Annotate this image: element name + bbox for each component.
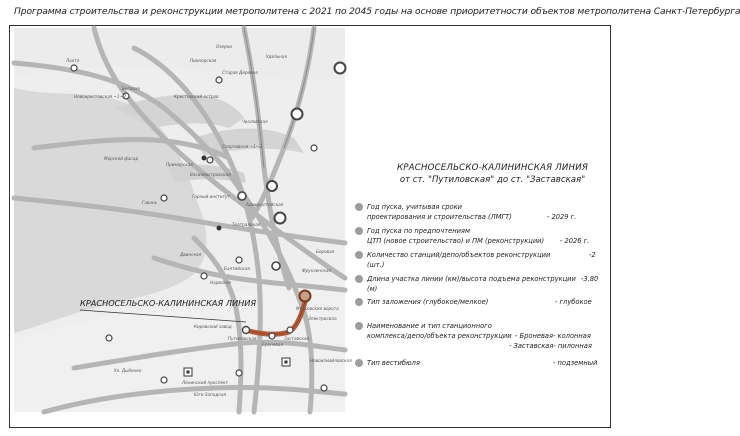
line-callout-label: КРАСНОСЕЛЬСКО-КАЛИНИНСКАЯ ЛИНИЯ	[80, 298, 257, 308]
svg-text:Приморская: Приморская	[166, 162, 193, 167]
bullet-icon	[355, 275, 363, 283]
station-hub[interactable]	[292, 109, 303, 120]
line-name: КРАСНОСЕЛЬСКО-КАЛИНИНСКАЯ ЛИНИЯ	[396, 163, 588, 173]
svg-text:Нарвская: Нарвская	[210, 280, 231, 285]
svg-text:Адмиралтейская: Адмиралтейская	[246, 202, 284, 207]
svg-text:Озерки: Озерки	[216, 44, 233, 49]
svg-text:Новоизмайловская: Новоизмайловская	[310, 358, 352, 363]
svg-text:Театральная: Театральная	[232, 222, 261, 227]
svg-text:Двинская: Двинская	[180, 252, 202, 257]
svg-text:Василеостровская: Василеостровская	[190, 172, 231, 177]
bullet-icon	[355, 227, 363, 235]
svg-text:Заставская: Заставская	[284, 336, 309, 341]
svg-text:Электросила: Электросила	[308, 316, 337, 321]
info-value: - Броневая- колонная	[515, 332, 591, 340]
bullet-icon	[355, 322, 363, 330]
svg-text:Новокрестовская ~1~2: Новокрестовская ~1~2	[74, 94, 126, 99]
station-hub[interactable]	[267, 181, 277, 191]
svg-text:Морской фасад: Морской фасад	[104, 156, 139, 161]
svg-text:Броневая: Броневая	[262, 342, 283, 347]
line-heading	[380, 162, 605, 186]
svg-text:Пионерская: Пионерская	[190, 58, 217, 63]
north-land	[14, 28, 345, 79]
svg-text:Беговая: Беговая	[122, 86, 140, 91]
svg-text:Удельная: Удельная	[266, 54, 287, 59]
bullet-icon	[355, 251, 363, 259]
info-value: - глубокое	[555, 298, 592, 306]
info-value-2: - Заставская- пилонная	[509, 342, 592, 350]
info-panel: КРАСНОСЕЛЬСКО-КАЛИНИНСКАЯ ЛИНИЯ от ст. "Путиловская" до ст. "Заставская" Год пуска, учитывая сроки проектирования и строительства (ЛМГТ) - 2029 г. Год пуска по предпочтениям ЦТП (новое строительство) и ПМ (реконструкции) - 2026 г. Количество станций/депо/объектов реконструкции (шт.) -2 Длина участка линии (км)/высота подъема реконструкции (м) -3.80 Тип заложения (глубокое/мелкое) - глубокое Наименование и тип станционного комплекса/депо/объекта реконструкции - Броневая- колонная - Заставская- пилонная Тип вестибюля - подземный	[350, 28, 605, 412]
info-value: - подземный	[553, 359, 598, 367]
svg-text:Спортивная ~1~2: Спортивная ~1~2	[222, 144, 263, 149]
svg-text:Фрунзенская: Фрунзенская	[302, 268, 331, 273]
svg-text:Ленинский проспект: Ленинский проспект	[182, 380, 229, 385]
svg-text:Горный институт: Горный институт	[192, 194, 230, 199]
svg-text:Гавань: Гавань	[142, 200, 158, 205]
svg-text:Московские ворота: Московские ворота	[296, 306, 339, 311]
station-hub[interactable]	[275, 213, 286, 224]
map-canvas	[14, 28, 352, 412]
svg-text:Кировский завод: Кировский завод	[194, 324, 232, 329]
svg-text:Старая Деревня: Старая Деревня	[222, 70, 258, 75]
svg-text:Юго-Западная: Юго-Западная	[194, 392, 227, 397]
svg-text:Боровая: Боровая	[316, 249, 335, 254]
info-value: - 2029 г.	[547, 213, 577, 221]
station-hub[interactable]	[335, 63, 346, 74]
station-putilovskaya[interactable]	[243, 327, 250, 334]
info-value: -3.80	[581, 275, 599, 283]
station-bronevaya[interactable]	[269, 333, 275, 339]
line-segment: от ст. "Путиловская" до ст. "Заставская"	[399, 175, 586, 185]
svg-text:Балтийская: Балтийская	[224, 266, 250, 271]
bullet-icon	[355, 203, 363, 211]
info-value: - 2026 г.	[560, 237, 590, 245]
station-hub[interactable]	[272, 262, 280, 270]
bullet-icon	[355, 359, 363, 367]
page-title: Программа строительства и реконструкции метрополитена с 2021 по 2045 годы на основе приоритетности объектов метрополитена Санкт-Петербурга	[14, 6, 740, 17]
station-zastavskaya[interactable]	[287, 327, 293, 333]
station-hub[interactable]	[238, 192, 246, 200]
bullet-icon	[355, 298, 363, 306]
station-moskovskie-vorota[interactable]	[300, 291, 311, 302]
svg-text:Ул. Дыбенко: Ул. Дыбенко	[114, 368, 142, 373]
metro-map[interactable]	[14, 28, 352, 412]
info-value: -2	[589, 251, 596, 259]
svg-text:Лахта: Лахта	[66, 58, 80, 63]
svg-text:Путиловская: Путиловская	[228, 336, 257, 341]
svg-text:Крестовский остров: Крестовский остров	[174, 94, 219, 99]
svg-text:Чкаловская: Чкаловская	[242, 119, 268, 124]
